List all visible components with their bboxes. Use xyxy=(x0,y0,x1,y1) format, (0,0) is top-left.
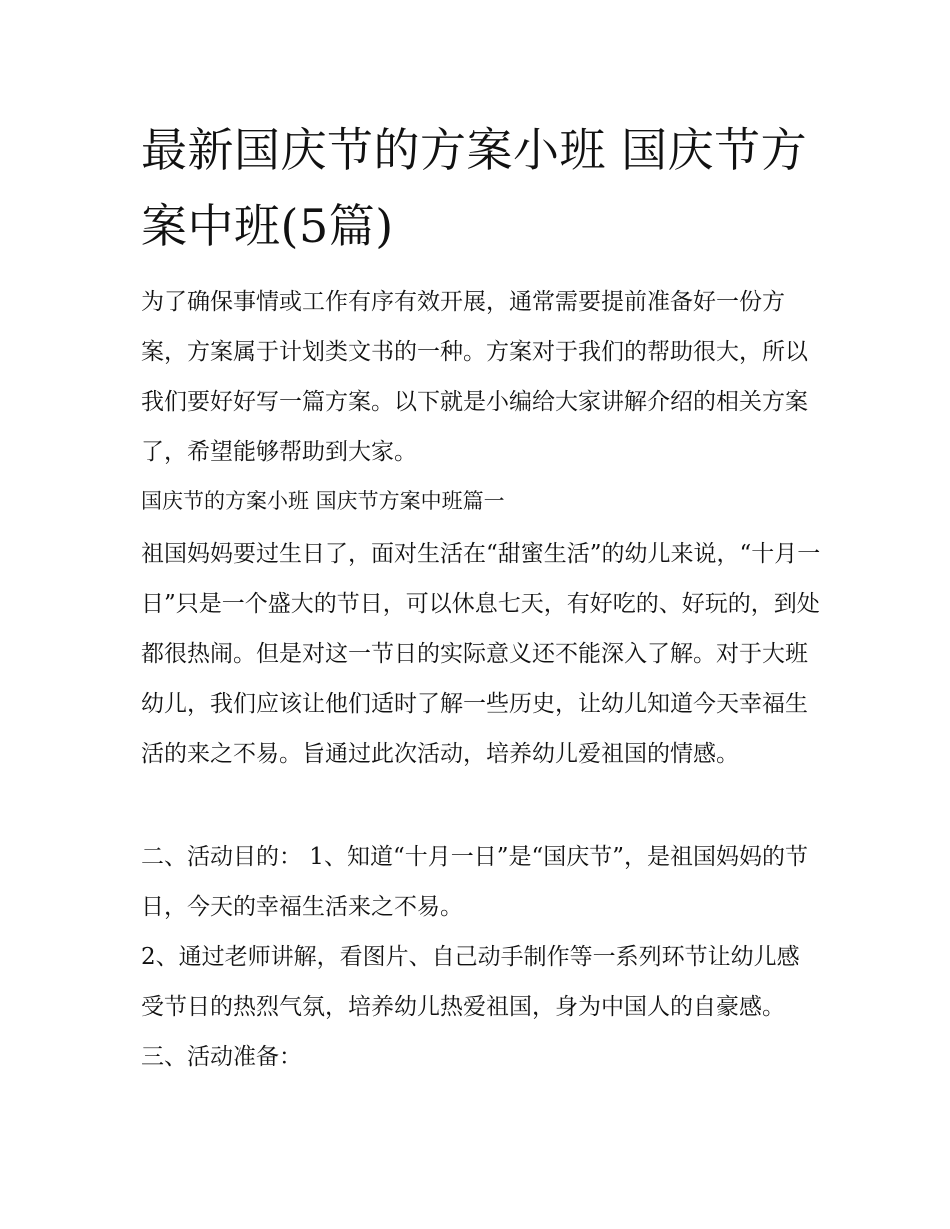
intro-paragraph: 为了确保事情或工作有序有效开展，通常需要提前准备好一份方案，方案属于计划类文书的一种。方案对于我们的帮助很大，所以我们要好好写一篇方案。以下就是小编给大家讲解介绍的相关方案了，希望能够帮助到大家。 xyxy=(141,289,808,465)
section-paragraph: 祖国妈妈要过生日了，面对生活在“甜蜜生活”的幼儿来说，“十月一日”只是一个盛大的节日，可以休息七天，有好吃的、好玩的，到处都很热闹。但是对这一节日的实际意义还不能深入了解。对于大班幼儿，我们应该让他们适时了解一些历史，让幼儿知道今天幸福生活的来之不易。旨通过此次活动，培养幼儿爱祖国的情感。 xyxy=(141,541,821,767)
activity-goal-2: 2、通过老师讲解，看图片、自己动手制作等一系列环节让幼儿感受节日的热烈气氛，培养幼儿热爱祖国，身为中国人的自豪感。 三、活动准备： xyxy=(141,944,800,1070)
document-title: 最新国庆节的方案小班 国庆节方案中班(5篇) xyxy=(141,123,808,253)
section-title: 国庆节的方案小班 国庆节方案中班篇一 xyxy=(141,489,505,513)
activity-goal-1: 二、活动目的： 1、知道“十月一日”是“国庆节”，是祖国妈妈的节日，今天的幸福生活来之不易。 xyxy=(141,844,808,920)
